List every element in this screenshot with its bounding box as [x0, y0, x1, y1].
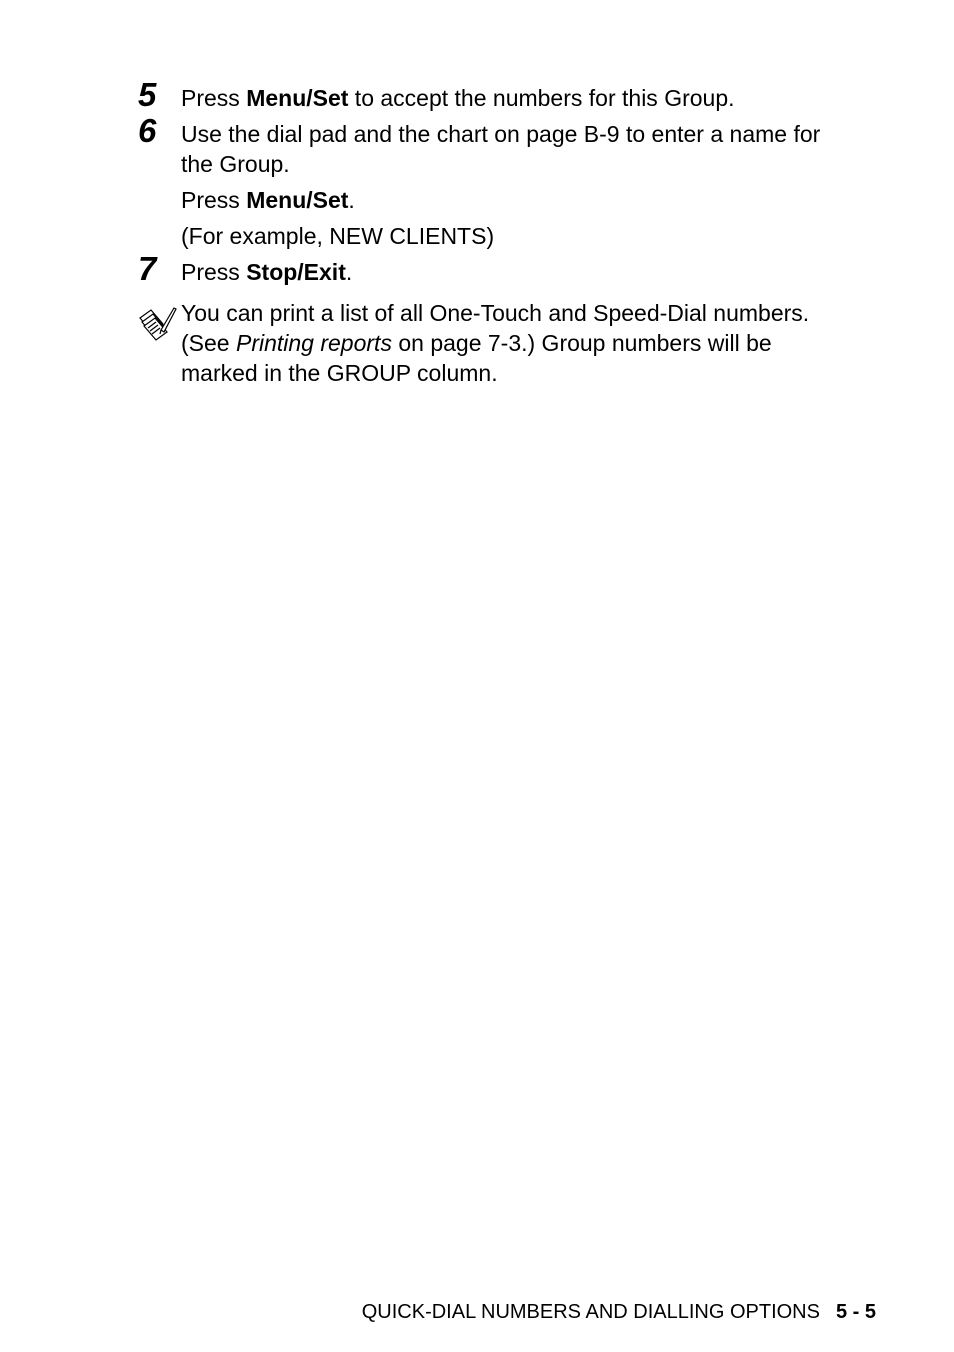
step-5-pre: Press: [181, 85, 247, 111]
note-pencil-icon: [137, 304, 177, 344]
step-6-press-pre: Press: [181, 187, 247, 213]
note-line-2: [181, 328, 772, 358]
step-number-6: 6: [138, 112, 157, 149]
menu-set-key: Menu/Set: [246, 187, 349, 213]
step-7-press-post: .: [345, 259, 353, 285]
note-line-2-post: on page 7-3.) Group numbers will be: [391, 330, 772, 356]
step-5-text: [181, 83, 735, 113]
stop-exit-key: Stop/Exit: [246, 259, 346, 285]
step-6-line-1: Use the dial pad and the chart on page B-9 to enter a name for: [181, 121, 821, 147]
page-number: 5 - 5: [835, 1301, 876, 1323]
menu-set-key: Menu/Set: [246, 85, 349, 111]
step-6-example: (For example, NEW CLIENTS): [181, 223, 495, 249]
printing-reports-ref: Printing reports: [235, 330, 392, 356]
note-line-1: You can print a list of all One-Touch and Speed-Dial numbers.: [181, 300, 810, 326]
step-6-press: [181, 185, 355, 215]
step-6-press-post: .: [348, 187, 355, 213]
step-number-5: 5: [138, 76, 157, 113]
note-line-2-pre: (See: [181, 330, 236, 356]
note-line-3: marked in the GROUP column.: [181, 360, 498, 386]
step-7-press-pre: Press: [181, 259, 247, 285]
footer-section-title: QUICK-DIAL NUMBERS AND DIALLING OPTIONS: [361, 1301, 820, 1323]
step-7-press: [181, 257, 352, 287]
step-5-post: to accept the numbers for this Group.: [348, 85, 735, 111]
page-footer: [362, 1299, 876, 1325]
step-6-line-2: the Group.: [181, 151, 290, 177]
step-number-7: 7: [138, 250, 157, 287]
